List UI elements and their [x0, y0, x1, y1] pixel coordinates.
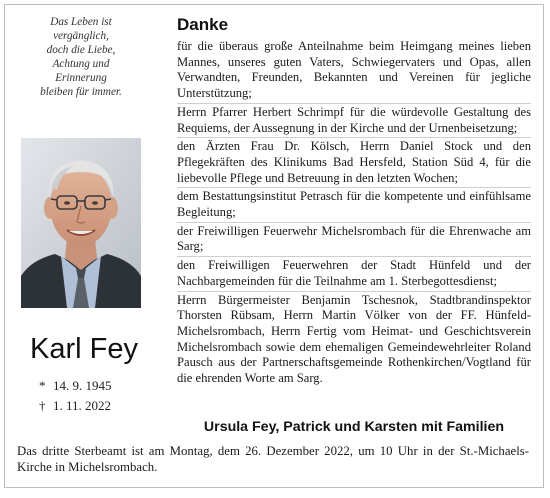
birth-date: 14. 9. 1945: [53, 378, 112, 393]
portrait-illustration: [21, 138, 141, 308]
birth-star-icon: *: [39, 378, 46, 393]
family-signature: Ursula Fey, Patrick und Karsten mit Familien: [203, 419, 505, 435]
thanks-body: [177, 39, 531, 388]
poem-line: vergänglich,: [53, 30, 109, 42]
poem-line: Achtung und: [52, 58, 110, 70]
thanks-paragraph: für die überaus große Anteilnahme beim Heimgang meines lieben Mannes, unseres guten Vaters, Schwiegervaters und Opas, allen Verwandten, Freunden, Bekannten und Vereinen für jegliche Unterstützung;: [177, 39, 531, 104]
thanks-paragraph: Herrn Pfarrer Herbert Schrimpf für die würdevolle Gestaltung des Requiems, der Aussegnung in der Kirche und der Urnenbeisetzung;: [177, 105, 531, 138]
death-row: [39, 396, 159, 416]
poem-line: doch die Liebe,: [46, 44, 116, 56]
memorial-poem: [11, 15, 151, 99]
death-date: 1. 11. 2022: [53, 398, 112, 413]
thanks-heading: Danke: [177, 15, 229, 34]
poem-line: bleiben für immer.: [40, 86, 122, 98]
thanks-paragraph: dem Bestattungsinstitut Petrasch für die kompetente und einfühlsame Begleitung;: [177, 189, 531, 222]
thanks-paragraph: der Freiwilligen Feuerwehr Michelsrombach für die Ehrenwache am Sarg;: [177, 224, 531, 257]
thanks-paragraph: Herrn Bürgermeister Benjamin Tschesnok, Stadtbrandinspektor Thorsten Rübsam, Herrn Martin Völker von der FF. Hünfeld-Michelsrombach, Herrn Fertig vom Heimat- und Geschichtsverein Michelsrombach sowie dem ehemaligen Gemeindewehrleiter Roland Pausch aus der Partnerschaftsgemeinde Rothenkirchen/Vogtland für die ehrenden Worte am Sarg.: [177, 292, 531, 386]
death-cross-icon: †: [39, 398, 46, 413]
poem-line: Das Leben ist: [50, 16, 112, 28]
deceased-name: Karl Fey: [30, 333, 138, 365]
thanks-column: [177, 13, 531, 389]
poem-line: Erinnerung: [55, 72, 107, 84]
thanks-paragraph: den Freiwilligen Feuerwehren der Stadt Hünfeld und der Nachbargemeinden für die Teilnahme am 1. Sterbegottesdienst;: [177, 258, 531, 291]
obituary-card: [4, 4, 544, 488]
life-dates: [39, 376, 159, 416]
portrait-photo: [21, 138, 141, 308]
thanks-paragraph: den Ärzten Frau Dr. Kölsch, Herrn Daniel Stock und den Pflegekräften des Klinikums Bad Hersfeld, Station Süd 4, für die liebevolle Pflege und Betreuung in den letzten Wochen;: [177, 139, 531, 188]
birth-row: [39, 376, 159, 396]
left-column: [5, 5, 163, 425]
service-notice: Das dritte Sterbeamt ist am Montag, dem 26. Dezember 2022, um 10 Uhr in der St.-Michaels-Kirche in Michelsrombach.: [17, 444, 529, 474]
